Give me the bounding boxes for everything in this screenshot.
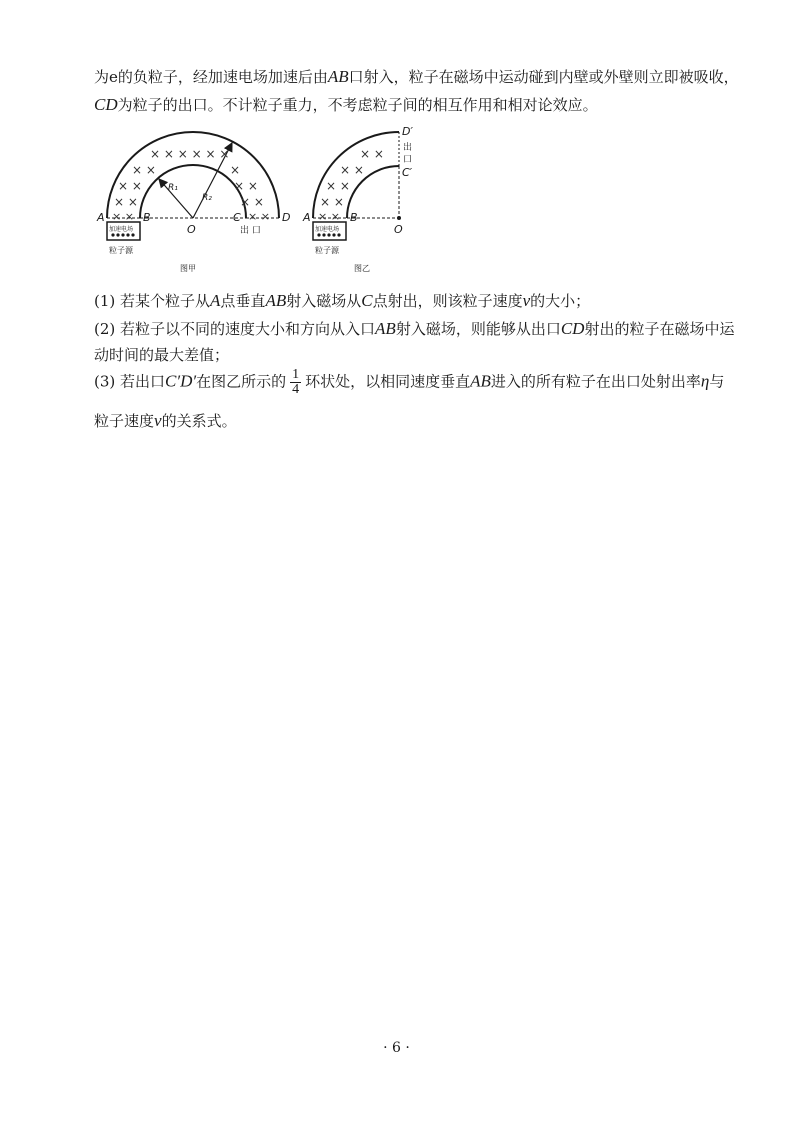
page-number: · 6 · (383, 1040, 410, 1056)
intro-text: 为粒子的出口。不计粒子重力，不考虑粒子间的相互作用和相对论效应。 (117, 96, 598, 114)
intro-text: 口射入，粒子在磁场中运动碰到内壁或外壁则立即被吸收， (348, 68, 739, 86)
jia-label-d: D (282, 211, 291, 224)
svg-text:× × × × × ×: × × × × × × (150, 147, 230, 161)
jia-label-accel: 加速电场 (109, 226, 134, 233)
jia-label-exit: 出 口 (240, 226, 261, 236)
question-3-line-1: (3) 若出口C′D′在图乙所示的 $\frac{1}{4}$ 环状处，以相同速度垂直AB进入的所有粒子在出口处射出率η与 (94, 367, 725, 397)
svg-text:× ×: × × (326, 179, 350, 193)
svg-text:× ×: × × (114, 195, 138, 209)
svg-text:× ×: × × (340, 163, 364, 177)
question-2-line-2: 动时间的最大差值； (94, 346, 230, 364)
yi-label-o: O (394, 223, 403, 236)
svg-text:× ×: × × (112, 210, 134, 223)
yi-label-exit-1: 出 (403, 143, 413, 153)
yi-label-exit-2: 口 (403, 155, 413, 165)
yi-label-c-prime: C′ (402, 166, 413, 179)
jia-label-c: C (233, 211, 241, 224)
yi-label-a: A (303, 211, 311, 224)
question-3-line-2: 粒子速度v的关系式。 (94, 411, 237, 430)
intro-text: 为e的负粒子，经加速电场加速后由 (94, 68, 328, 86)
jia-label-r1: R₁ (168, 183, 178, 193)
question-2-line-1: (2) 若粒子以不同的速度大小和方向从入口AB射入磁场，则能够从出口CD射出的粒子在磁场中运 (94, 319, 735, 338)
svg-text:× ×: × × (118, 179, 142, 193)
question-1: (1) 若某个粒子从A点垂直AB射入磁场从C点射出，则该粒子速度v的大小； (94, 291, 591, 310)
svg-text:× ×: × × (320, 195, 344, 209)
svg-text:× ×: × × (132, 163, 156, 177)
intro-line-1 (94, 66, 739, 87)
svg-text:× ×: × × (234, 179, 258, 193)
svg-text:× ×: × × (360, 147, 384, 161)
yi-label-b: B (350, 211, 358, 224)
intro-line-2 (94, 94, 598, 115)
yi-label-d-prime: D′ (402, 125, 413, 138)
svg-text:×: × (230, 163, 241, 177)
jia-label-r2: R₂ (202, 193, 212, 203)
svg-text:× ×: × × (248, 210, 270, 223)
jia-label-o: O (187, 223, 196, 236)
jia-label-source: 粒子源 (109, 246, 133, 255)
fraction-one-quarter: $\frac{1}{4}$ (292, 367, 300, 397)
jia-caption: 图甲 (180, 264, 196, 273)
figures-svg (92, 122, 432, 282)
var-ab: AB (327, 67, 349, 86)
yi-label-accel: 加速电场 (315, 226, 340, 233)
svg-text:× ×: × × (240, 195, 264, 209)
yi-label-source: 粒子源 (315, 246, 339, 255)
jia-label-b: B (143, 211, 151, 224)
figure-area (92, 122, 432, 286)
var-cd: CD (94, 95, 118, 114)
svg-text:× ×: × × (318, 210, 340, 223)
jia-label-a: A (97, 211, 105, 224)
yi-caption: 图乙 (354, 264, 370, 273)
